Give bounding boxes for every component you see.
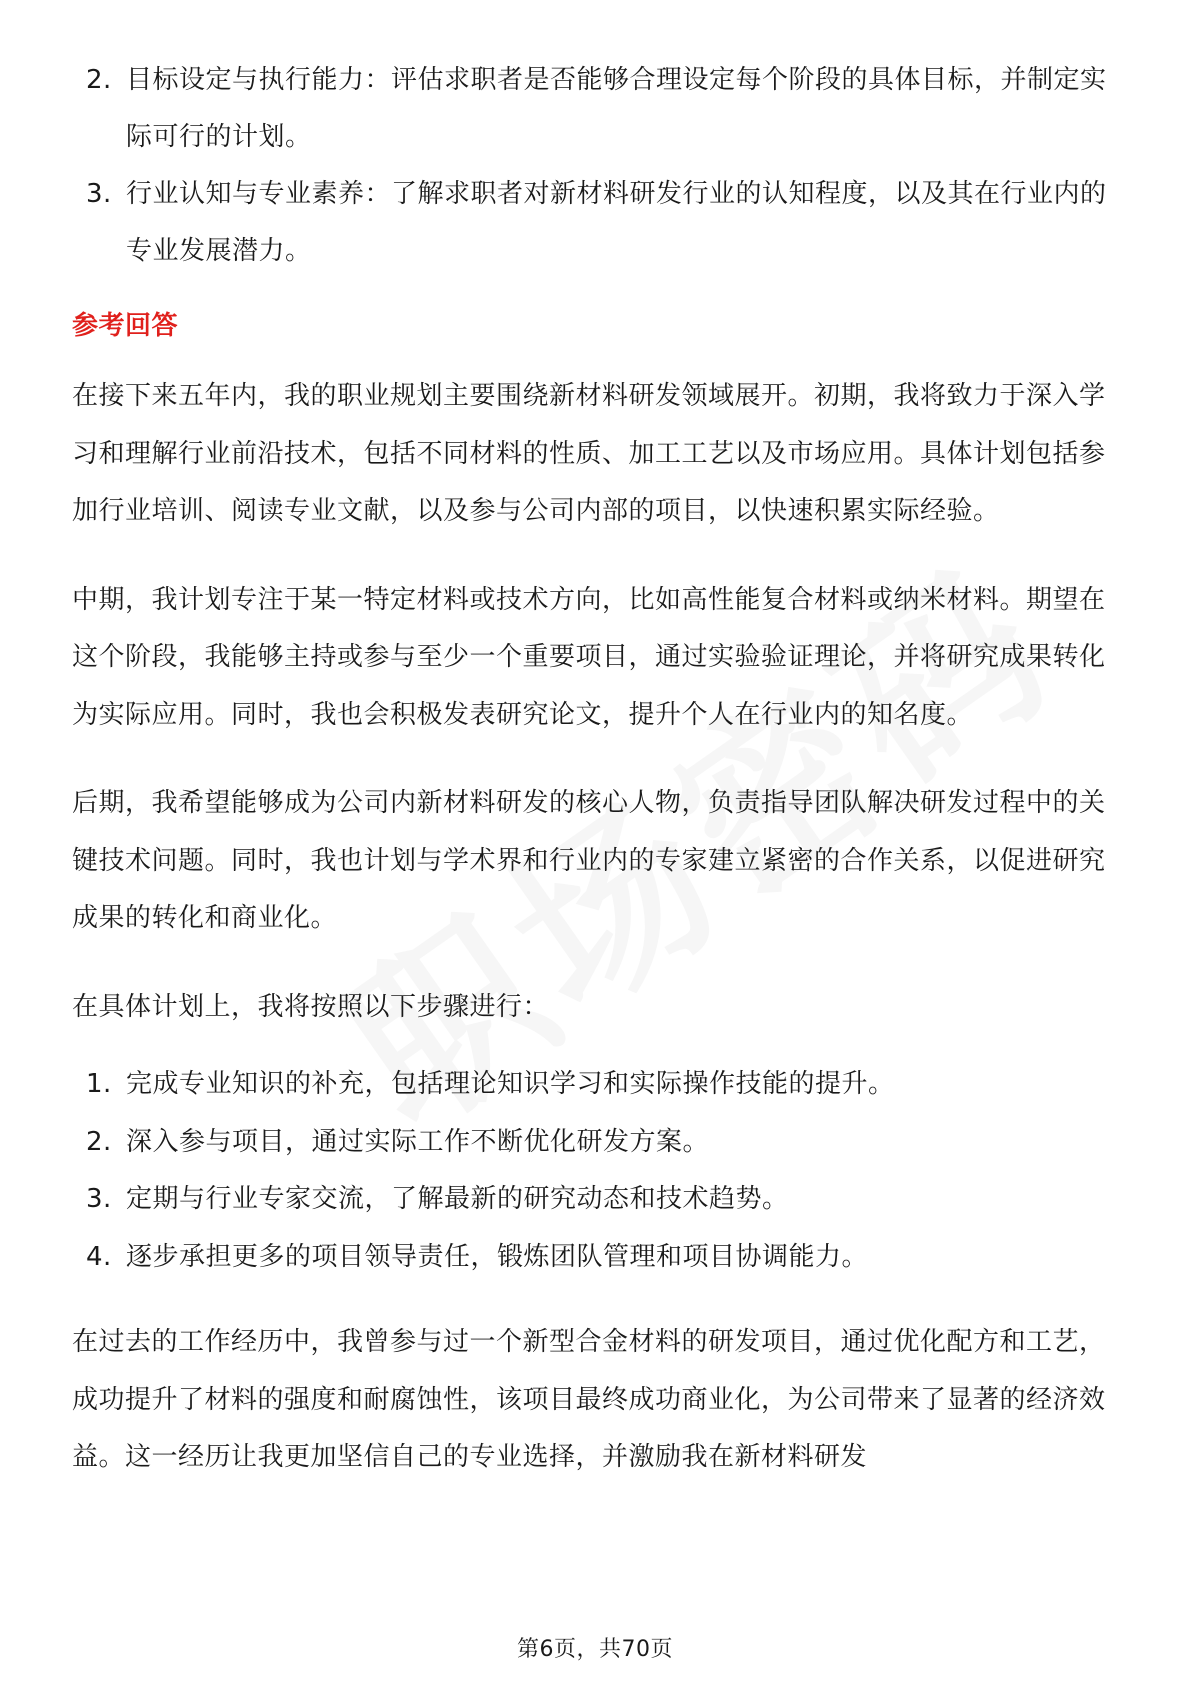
- criteria-item: [72, 166, 1118, 280]
- criteria-item: [72, 52, 1118, 166]
- step-text: 深入参与项目，通过实际工作不断优化研发方案。: [126, 1126, 710, 1157]
- step-item: [72, 1171, 1118, 1229]
- criteria-number: 3.: [86, 179, 112, 209]
- step-number: 2.: [86, 1126, 112, 1157]
- criteria-text: 目标设定与执行能力：评估求职者是否能够合理设定每个阶段的具体目标，并制定实际可行的计划。: [126, 65, 1107, 152]
- page-content: [72, 52, 1118, 1518]
- step-item: [72, 1056, 1118, 1114]
- step-number: 1.: [86, 1069, 112, 1099]
- steps-list: [72, 1056, 1118, 1286]
- paragraph-steps-intro: 在具体计划上，我将按照以下步骤进行：: [72, 991, 550, 1022]
- criteria-text: 行业认知与专业素养：了解求职者对新材料研发行业的认知程度，以及其在行业内的专业发展潜力。: [126, 179, 1107, 266]
- step-text: 定期与行业专家交流，了解最新的研究动态和技术趋势。: [126, 1184, 789, 1214]
- paragraph-early-stage: 在接下来五年内，我的职业规划主要围绕新材料研发领域展开。初期，我将致力于深入学习和理解行业前沿技术，包括不同材料的性质、加工工艺以及市场应用。具体计划包括参加行业培训、阅读专业文献，以及参与公司内部的项目，以快速积累实际经验。: [72, 381, 1106, 526]
- step-item: [72, 1229, 1118, 1287]
- step-item: [72, 1114, 1118, 1172]
- step-text: 逐步承担更多的项目领导责任，锻炼团队管理和项目协调能力。: [126, 1241, 869, 1272]
- paragraph-mid-stage: 中期，我计划专注于某一特定材料或技术方向，比如高性能复合材料或纳米材料。期望在这个阶段，我能够主持或参与至少一个重要项目，通过实验验证理论，并将研究成果转化为实际应用。同时，我也会积极发表研究论文，提升个人在行业内的知名度。: [72, 584, 1106, 730]
- step-number: 4.: [86, 1241, 112, 1272]
- page-footer: 第6页，共70页: [517, 1637, 673, 1662]
- paragraph-past-experience: 在过去的工作经历中，我曾参与过一个新型合金材料的研发项目，通过优化配方和工艺，成功提升了材料的强度和耐腐蚀性，该项目最终成功商业化，为公司带来了显著的经济效益。这一经历让我更加坚信自己的专业选择，并激励我在新材料研发: [72, 1327, 1106, 1472]
- paragraph-late-stage: 后期，我希望能够成为公司内新材料研发的核心人物，负责指导团队解决研发过程中的关键技术问题。同时，我也计划与学术界和行业内的专家建立紧密的合作关系，以促进研究成果的转化和商业化。: [72, 788, 1106, 933]
- criteria-list: [72, 52, 1118, 280]
- step-text: 完成专业知识的补充，包括理论知识学习和实际操作技能的提升。: [126, 1069, 895, 1099]
- reference-answer-heading: 参考回答: [72, 311, 179, 341]
- criteria-number: 2.: [86, 65, 112, 95]
- step-number: 3.: [86, 1184, 112, 1214]
